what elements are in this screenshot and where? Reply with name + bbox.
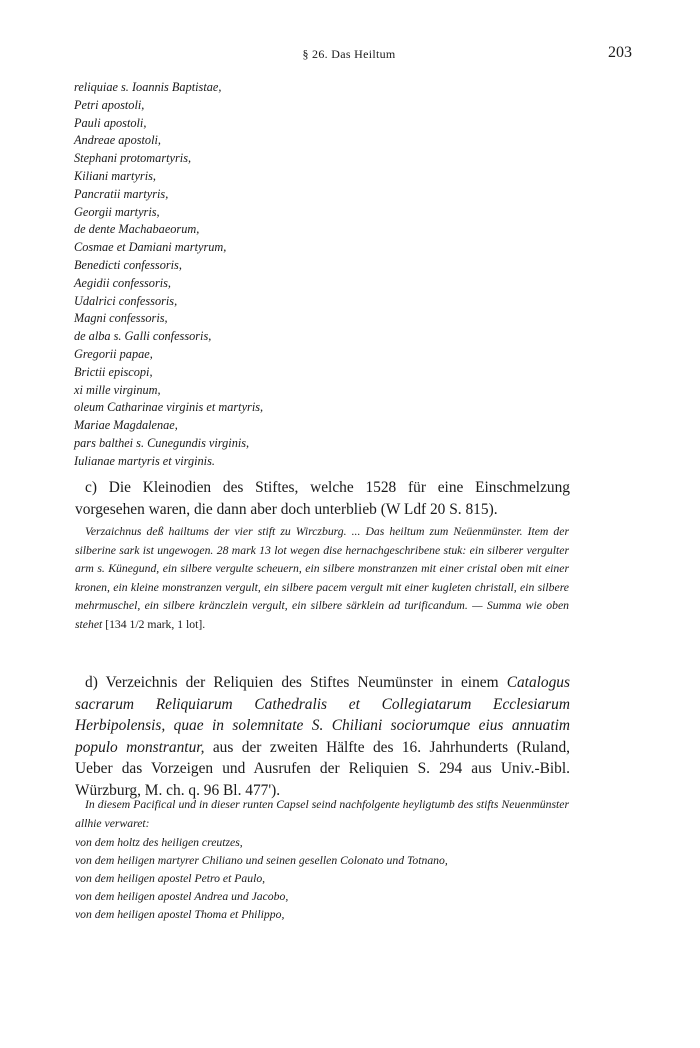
section-d-intro: d) Verzeichnis der Reliquien des Stiftes Neumünster in einem bbox=[85, 674, 507, 691]
list-item: Pancratii martyris, bbox=[74, 186, 169, 201]
list-item: von dem heiligen apostel Andrea und Jacobo, bbox=[75, 890, 289, 903]
list-item: Udalrici confessoris, bbox=[74, 293, 178, 308]
page-number: 203 bbox=[608, 44, 632, 61]
list-item: Andreae apostoli, bbox=[74, 133, 161, 148]
list-item: Iulianae martyris et virginis. bbox=[74, 453, 215, 468]
list-item: Brictii episcopi, bbox=[74, 364, 153, 379]
list-item: Petri apostoli, bbox=[74, 97, 145, 112]
list-item: Cosmae et Damiani martyrum, bbox=[74, 240, 227, 255]
list-item: Magni confessoris, bbox=[74, 311, 168, 326]
section-c-paragraph: c) Die Kleinodien des Stiftes, welche 1528 für eine Einschmelzung vorgesehen waren, die dann aber doch unterblieb (W Ldf 20 S. 815). bbox=[75, 479, 570, 518]
list-item: von dem heiligen apostel Petro et Paulo, bbox=[75, 872, 266, 885]
section-c-quote bbox=[75, 523, 569, 635]
quote-text: Verzaichnus deß hailtums der vier stift zu Wirczburg. ... Das heiltum zum Neüenmünster. Item der silberine sark ist ungewogen. 28 mark 13 lot wegen dise hernachgeschribene stuk: ein silberer vergulter arm s. Künegund, ein silbere vergulte scheuern, ein silbere monstranzen mit einer cristal oben mit einer kronen, ein kleine monstranzen vergult, ein silbere pacem vergult mit einer kugleten christall, ein silbere mehrmuschel, ein silbere kränczlein vergult, ein silbere särklein ad turificandum. — Summa wie oben stehet bbox=[75, 525, 569, 631]
list-item: Aegidii confessoris, bbox=[74, 275, 172, 290]
list-item: Georgii martyris, bbox=[74, 204, 160, 219]
page-header bbox=[62, 44, 636, 64]
list-item: Kiliani martyris, bbox=[74, 168, 156, 183]
relics-list bbox=[74, 79, 263, 471]
list-item: de dente Machabaeorum, bbox=[74, 222, 200, 237]
section-d-quote: In diesem Pacifical und in dieser runten Capsel seind nachfolgente heyligtumb des stifts Neuenmünster allhie verwaret: bbox=[75, 798, 569, 830]
list-item: Benedicti confessoris, bbox=[74, 257, 182, 272]
list-item: Mariae Magdalenae, bbox=[74, 418, 178, 433]
list-item: Stephani protomartyris, bbox=[74, 151, 192, 166]
list-item: Pauli apostoli, bbox=[74, 115, 147, 130]
section-d-rest: aus der zweiten Hälfte des 16. Jahrhunderts (Ruland, Ueber das Vorzeigen und Ausrufen der Reliquien S. 294 aus Univ.-Bibl. Würzburg, M. ch. q. 96 Bl. 477'). bbox=[75, 738, 570, 799]
section-d-paragraph bbox=[75, 672, 570, 802]
list-item: reliquiae s. Ioannis Baptistae, bbox=[74, 80, 222, 94]
catalogue-title: Catalogus sacrarum Reliquiarum Cathedralis et Collegiatarum Ecclesiarum Herbipolensis, quae in solemnitate S. Chiliani sociorumque eius annuatim populo monstrantur, bbox=[75, 674, 570, 756]
list-item: oleum Catharinae virginis et martyris, bbox=[74, 400, 264, 415]
list-item: von dem heiligen martyrer Chiliano und seinen gesellen Colonato und Totnano, bbox=[75, 854, 448, 867]
list-item: xi mille virginum, bbox=[74, 382, 161, 397]
running-title: § 26. Das Heiltum bbox=[302, 47, 396, 61]
list-item: Gregorii papae, bbox=[74, 346, 153, 361]
list-item: von dem holtz des heiligen creutzes, bbox=[75, 836, 243, 849]
section-d-relics-list bbox=[75, 834, 448, 924]
list-item: von dem heiligen apostel Thoma et Philippo, bbox=[75, 908, 285, 921]
quote-sum: [134 1/2 mark, 1 lot]. bbox=[102, 617, 206, 631]
list-item: de alba s. Galli confessoris, bbox=[74, 329, 212, 344]
list-item: pars balthei s. Cunegundis virginis, bbox=[74, 435, 250, 450]
